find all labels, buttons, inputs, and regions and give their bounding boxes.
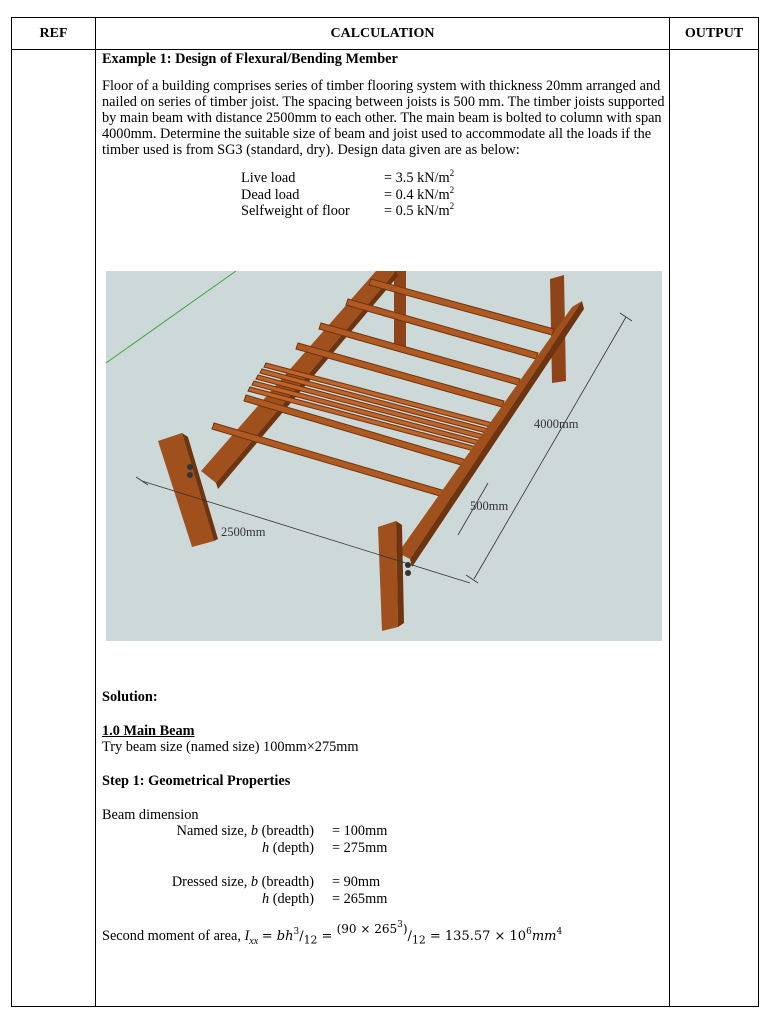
main-beam-heading: 1.0 Main Beam (102, 723, 195, 739)
named-depth-row: h (depth) = 275mm (261, 840, 388, 856)
dressed-breadth-row: Dressed size, b (breadth) = 90mm (171, 874, 381, 890)
load-label: Selfweight of floor (241, 203, 350, 219)
calculation-header: CALCULATION (330, 26, 435, 41)
solution-heading: Solution: (102, 689, 158, 705)
dimension-label-2500: 2500mm (221, 525, 266, 539)
ref-header: REF (39, 26, 68, 41)
step1-heading: Step 1: Geometrical Properties (102, 773, 291, 789)
load-value: = 0.4 $kN/m^2$ (384, 184, 455, 203)
load-label: Live load (241, 170, 296, 186)
load-value: = 3.5 $kN/m^2$ (384, 168, 455, 186)
dimension-table (102, 823, 522, 907)
load-row (241, 203, 672, 220)
calculation-sheet (11, 17, 759, 1007)
named-breadth-row: Named size, b (breadth) = 100mm (176, 823, 388, 839)
load-value: = 0.5 $kN/m^2$ (384, 201, 455, 219)
second-moment-formula: Second moment of area, $I_{xx} = bh^3/_{12} = ^{(90 \times 265^3)}/_{12} = 135.57 \times 10^6mm^4$ (102, 920, 563, 947)
example-description: Floor of a building comprises series of timber flooring system with thickness 20mm arranged and nailed on series of timber joist. The spacing between joists is 500 mm. The timber joists supported by main beam with distance 2500mm to each other. The main beam is bolted to column with span 4000mm. Determine the suitable size of beam and joist used to accommodate all the loads if the timber used is from SG3 (standard, dry). Design data given are as below: (102, 78, 665, 158)
load-label: Dead load (241, 186, 300, 203)
beam-dimension-label: Beam dimension (102, 807, 199, 823)
example-title: Example 1: Design of Flexural/Bending Member (102, 51, 398, 67)
problem-statement (102, 51, 672, 220)
dimension-label-4000: 4000mm (534, 417, 579, 431)
load-row (241, 170, 672, 187)
try-beam-text: Try beam size (named size) 100mm×275mm (102, 739, 359, 755)
load-row (241, 184, 672, 204)
ref-column-divider (95, 18, 96, 1006)
timber-floor-illustration (106, 271, 662, 641)
output-header: OUTPUT (684, 26, 744, 41)
dimension-label-500: 500mm (470, 499, 509, 513)
design-data (241, 170, 672, 220)
header-divider (12, 49, 758, 50)
dressed-depth-row: h (depth) = 265mm (261, 891, 388, 907)
